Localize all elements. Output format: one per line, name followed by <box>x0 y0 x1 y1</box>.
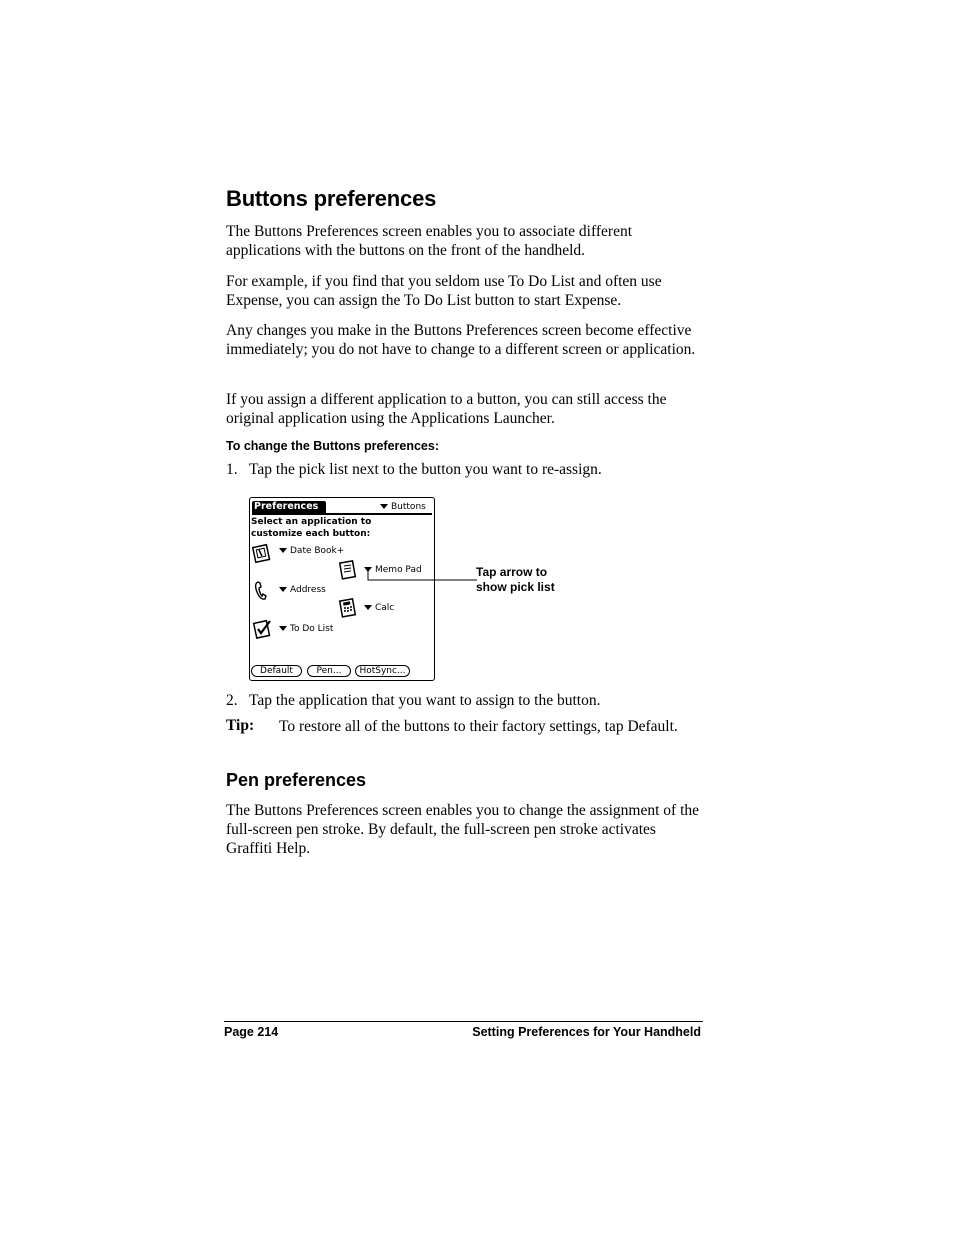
callout-line-1: Tap arrow to <box>476 565 548 579</box>
datebook-icon <box>252 543 272 563</box>
memo-icon <box>338 560 358 580</box>
category-picker[interactable] <box>380 502 426 512</box>
app-label: Address <box>290 585 326 595</box>
chevron-down-icon[interactable] <box>279 587 287 592</box>
callout-leader-line <box>366 568 481 584</box>
tip-label: Tip: <box>226 717 255 734</box>
chapter-title: Setting Preferences for Your Handheld <box>472 1025 701 1039</box>
page-number: Page 214 <box>224 1025 279 1039</box>
procedure-title: To change the Buttons preferences: <box>226 439 439 453</box>
paragraph-example: For example, if you find that you seldom use To Do List and often use Expense, you can assign the To Do List button to start Expense. <box>226 273 662 309</box>
chevron-down-icon[interactable] <box>279 548 287 553</box>
phone-icon <box>253 580 271 602</box>
hotsync-button[interactable]: HotSync... <box>355 665 410 677</box>
assign-picker-address[interactable] <box>279 585 326 595</box>
tip-text: To restore all of the buttons to their factory settings, tap Default. <box>279 718 678 735</box>
calculator-icon <box>338 598 358 618</box>
section-subheading: Pen preferences <box>226 770 367 790</box>
page-heading: Buttons preferences <box>226 186 437 211</box>
app-label: To Do List <box>290 624 334 634</box>
screen-title: Preferences <box>252 501 326 513</box>
app-label: Date Book+ <box>290 546 345 556</box>
assign-picker-calc[interactable] <box>364 603 394 613</box>
app-label: Memo Pad <box>375 565 422 575</box>
step-text: Tap the pick list next to the button you want to re-assign. <box>249 461 602 478</box>
step-number: 1. <box>226 461 238 478</box>
assign-picker-datebook[interactable] <box>279 546 344 556</box>
category-label: Buttons <box>391 502 426 512</box>
paragraph-changes: Any changes you make in the Buttons Preferences screen become effective immediately; you do not have to change to a different screen or application. <box>226 322 696 358</box>
assign-picker-todo[interactable] <box>279 624 333 634</box>
callout-line-2: show pick list <box>476 580 555 594</box>
paragraph-pen: The Buttons Preferences screen enables you to change the assignment of the full-screen pen stroke. By default, the full-screen pen stroke activates Graffiti Help. <box>226 802 700 857</box>
handheld-screen <box>249 497 435 681</box>
callout-text <box>476 565 555 595</box>
instruction-line-2: customize each button: <box>251 529 371 539</box>
chevron-down-icon[interactable] <box>279 626 287 631</box>
app-label: Calc <box>375 603 395 613</box>
title-underline <box>252 513 432 515</box>
paragraph-intro: The Buttons Preferences screen enables you to associate different applications with the buttons on the front of the handheld. <box>226 223 633 259</box>
todo-icon <box>252 618 274 640</box>
step-number: 2. <box>226 692 238 709</box>
chevron-down-icon[interactable] <box>380 504 388 509</box>
footer-rule <box>224 1021 703 1022</box>
paragraph-assign: If you assign a different application to a button, you can still access the original application using the Applications Launcher. <box>226 391 667 427</box>
instruction-line-1: Select an application to <box>251 517 372 527</box>
pen-button[interactable]: Pen... <box>307 665 351 677</box>
chevron-down-icon[interactable] <box>364 605 372 610</box>
default-button[interactable]: Default <box>251 665 302 677</box>
step-text: Tap the application that you want to assign to the button. <box>249 692 601 709</box>
